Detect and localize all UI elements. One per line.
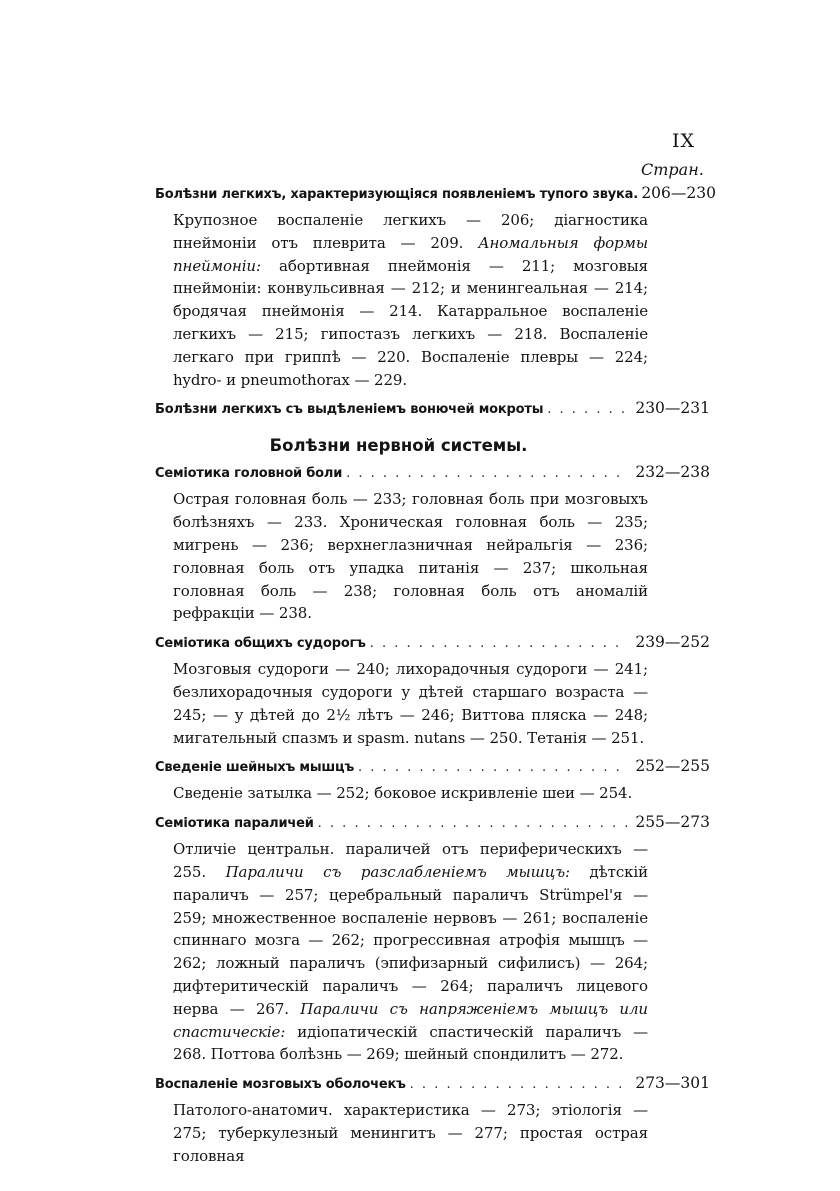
- entry-pages: 230—231: [635, 399, 710, 418]
- entry-pages: 255—273: [635, 813, 710, 832]
- entry-title: Сведеніе шейныхъ мышцъ: [155, 760, 355, 776]
- page-number: IX: [672, 130, 696, 152]
- leader-dots: [410, 1071, 628, 1098]
- entry-body: Патолого-анатомич. характеристика — 273; этіологія — 275; туберкулезный менингитъ — 277; простая острая головная: [173, 1101, 648, 1165]
- entry-pages: 239—252: [635, 633, 710, 652]
- toc-entry: [155, 753, 710, 780]
- entry-body: Сведеніе затылка — 252; боковое искривленіе шеи — 254.: [173, 784, 633, 803]
- entry-pages: 206—230: [641, 184, 716, 202]
- toc-entry: [155, 459, 710, 486]
- toc-entry: [155, 1070, 710, 1097]
- entry-pages: 252—255: [635, 757, 710, 776]
- entry-title: Воспаленіе мозговыхъ оболочекъ: [155, 1077, 406, 1093]
- entry-body: Отличіе центральн. параличей отъ периферическихъ — 255. Параличи съ разслабленіемъ мышцъ: дѣтскій параличъ — 257; церебральный параличъ Strümpel'я — 259; множественное воспаленіе нервовъ — 261; воспаленіе спиннаго мозга — 262; прогрессивная атрофія мышцъ — 262; ложный параличъ (эпифизарный сифилисъ) — 264; дифтеритическій параличъ — 264; параличъ лицевого нерва — 267. Параличи съ напряженіемъ мышцъ или спастическіе: идіопатическій спастическій параличъ — 268. Поттова болѣзнь — 269; шейный спондилитъ — 272.: [173, 840, 648, 1064]
- entry-title: Болѣзни легкихъ съ выдѣленіемъ вонючей мокроты: [155, 402, 544, 418]
- leader-dots: [547, 396, 628, 423]
- toc-entry: [155, 629, 710, 656]
- entry-body-italic: Параличи съ разслабленіемъ мышцъ:: [225, 862, 570, 881]
- section-heading: Болѣзни нервной системы.: [269, 436, 528, 456]
- leader-dots: [358, 754, 628, 781]
- entry-title: Семіотика головной боли: [155, 466, 343, 482]
- table-of-contents: [155, 180, 716, 1172]
- leader-dots: [370, 630, 628, 657]
- leader-dots: [318, 810, 628, 837]
- page-column-header: Стран.: [641, 160, 704, 179]
- entry-body-italic: Параличи съ напряженіемъ мышцъ или спастическіе:: [173, 999, 648, 1041]
- entry-pages: 232—238: [635, 463, 710, 482]
- toc-entry: [155, 395, 710, 422]
- entry-body: Мозговыя судороги — 240; лихорадочныя судороги — 241; безлихорадочныя судороги у дѣтей старшаго возраста — 245; — у дѣтей до 2½ лѣтъ — 246; Виттова пляска — 248; мигательный спазмъ и spasm. nutans — 250. Тетанія — 251.: [173, 660, 648, 747]
- entry-body: Острая головная боль — 233; головная боль при мозговыхъ болѣзняхъ — 233. Хроническая головная боль — 235; мигрень — 236; верхнеглазничная нейральгія — 236; головная боль отъ упадка питанія — 237; школьная головная боль — 238; головная боль отъ аномалій рефракціи — 238.: [173, 490, 648, 623]
- entry-title: Болѣзни легкихъ, характеризующіяся появленіемъ тупого звука.: [155, 187, 638, 202]
- entry-title: Семіотика общихъ судорогъ: [155, 636, 366, 652]
- entry-body: Крупозное воспаленіе легкихъ — 206; діагностика пнеймоніи отъ плеврита — 209. Аномальныя формы пнеймоніи: абортивная пнеймонія — 211; мозговыя пнеймоніи: конвульсивная — 212; и менингеальная — 214; бродячая пнеймонія — 214. Катарральное воспаленіе легкихъ — 215; гипостазъ легкихъ — 218. Воспаленіе легкаго при гриппѣ — 220. Воспаленіе плевры — 224; hydro- и pneumothorax — 229.: [173, 211, 649, 389]
- toc-entry: [155, 809, 710, 836]
- leader-dots: [346, 460, 628, 487]
- toc-entry: [155, 180, 716, 207]
- entry-body-italic: Аномальныя формы пнеймоніи:: [173, 233, 649, 275]
- entry-pages: 273—301: [635, 1074, 710, 1093]
- entry-title: Семіотика параличей: [155, 816, 314, 832]
